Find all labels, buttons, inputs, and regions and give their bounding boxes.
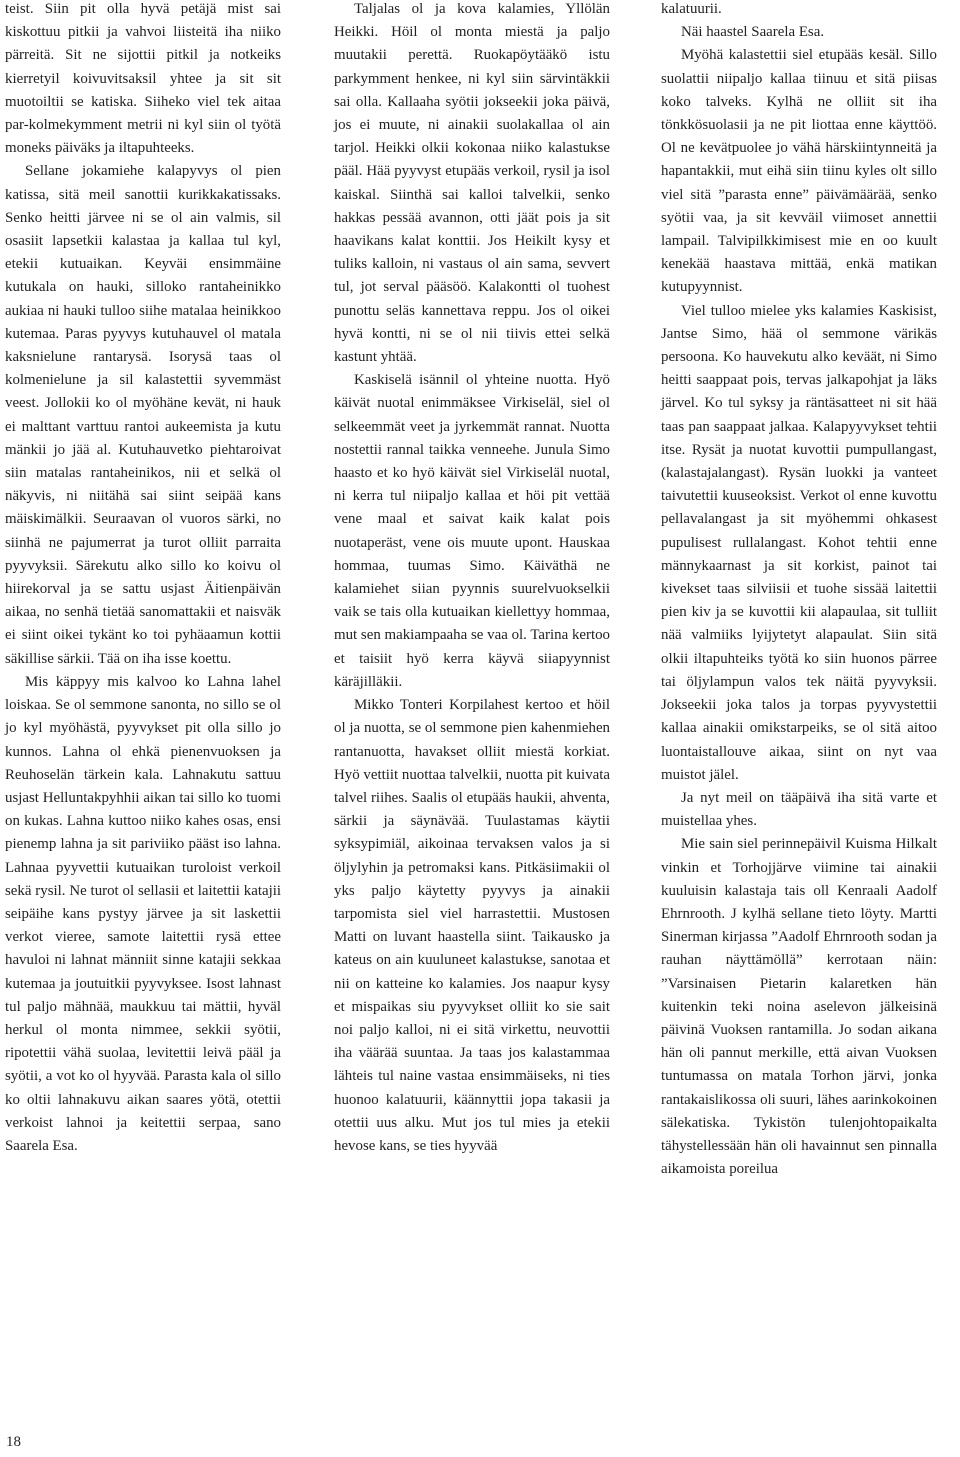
- text-column-2: [334, 0, 610, 1158]
- paragraph: Ja nyt meil on tääpäivä iha sitä varte et muistellaa yhes.: [661, 789, 937, 830]
- paragraph: teist. Siin pit olla hyvä petäjä mist sai kiskottuu pitkii ja vahvoi liisteitä iha niiko pärreitä. Sit ne sijottii pitkil ja notkeiks kierretyil koivuvitsaksil yhtee ja sit sit muotoiltii se katiska. Siiheko viel tek aitaa par-kolmekymment metrii ni kyl siin ol työtä moneks päiväks ja iltapuhteeks.: [5, 1, 281, 157]
- paragraph: Kaskiselä isännil ol yhteine nuotta. Hyö käivät nuotal enimmäksee Virkiseläl, siel ol selkeemmät veet ja jyrkemmät rannat. Nuotta nostettii rannal taikka venneehe. Junula Simo haasto et ko hyö käivät siel Virkiseläl nuotal, ni kerra tul niipaljo kallaa et höi pit vettää vene maal et saivat kaik kalat pois nuotaperäst, vene ois muute upont. Hauskaa hommaa, tuumas Simo. Käiväthä ne kalamiehet siian pyynnis suurelvuokselkii vaik se tais olla kutuaikan kiellettyy hommaa, mut sen makiampaaha se vaa ol. Tarina kertoo et taisiit hyö kerra käyvä siiapyynnist käräjilläkii.: [334, 372, 610, 690]
- paragraph: kalatuurii.: [661, 1, 722, 17]
- paragraph: Taljalas ol ja kova kalamies, Yllölän Heikki. Höil ol monta miestä ja paljo muutakii perettä. Ruokapöytääkö istu parkymment henkee, ni kyl siin särvintäkkii sai olla. Kallaaha syötii jokseekii joka päivä, jos ei muute, ni ainakii suolakallaa ol ain tarjol. Heikki olkii kokonaa niiko kalastukse pääl. Hää pyyvyst etupääs verkoil, rysil ja isol kaiskal. Siinthä sai kalloi talvelkii, senko hakkas pessää avannon, otti jäät pois ja sit haavikans kalat konttii. Jos Heikilt kysy et tuliks kalloin, ni vastaus ol ain sama, sevvert tul, jot serval pääsöö. Kalakontti ol tuohest punottu seläs kannettava reppu. Jos ol oikei hyvä kontti, ni se ol nii tiivis ettei selkä kastunt yhtää.: [334, 1, 610, 366]
- paragraph: Sellane jokamiehe kalapyvys ol pien katissa, sitä meil sanottii kurikkakatissaks. Senko heitti järvee ni se ol ain valmis, sil osasiit lapsetkii kalastaa ja kallaa tul kyl, etekii kutuaikan. Keyväi ensimmäine kutukala on hauki, silloko rantaheinikko aukiaa ni hauki tulloo siihe matalaa heinikkoo kutemaa. Paras pyyvys kutuhauvel ol matala kaksnielune rantarysä. Isorysä taas ol kolmenielune ja sil kalastettii syvemmäst veest. Jollokii ko ol myöhäne kevät, ni hauk ei malttant varttuu rantoi aukeemista ja kutu mänkii jo jää al. Kutuhauvetko piehtaroivat siin matalas rantaheinikos, nii et selkä ol näkyvis, ni niitähä sai siint seipää kans mäiskimälkii. Seuraavan ol vuoros särki, no siinhä ne pajumerrat ja turot olliit parraita pyyvyksii. Särekutu alko sillo ko koivu ol hiirekorval ja se sattu usjast Äitienpäivän aikaa, no senhä tietää sanomattakii et naisväk ei siint oikei tykänt ko toi pyhäaamun kottii säkillise särkii. Tää on iha isse koettu.: [5, 163, 281, 667]
- paragraph: Mie sain siel perinnepäivil Kuisma Hilkalt vinkin et Torhojjärve viimine tai ainakii kuuluisin kalastaja tais oll Kenraali Aadolf Ehrnrooth. J kylhä sellane tieto löyty. Martti Sinerman kirjassa ”Aadolf Ehrnrooth sodan ja rauhan näyttämöllä” kerrotaan näin: ”Varsinaisen Pietarin kalaretken hän kuitenkin teki noina aselevon jälkeisinä päivinä Vuoksen rantamilla. Jo sodan aikana hän oli pannut merkille, että aivan Vuoksen tuntumassa on matala Torhon järvi, jonka rantakaislikossa oli suuri, lähes aarinkokoinen sälekatiska. Tykistön tulenjohtopaikalta tähystellessään hän oli havainnut sen pinnalla aikamoista poreilua: [661, 836, 937, 1178]
- paragraph: Näi haastel Saarela Esa.: [681, 24, 825, 41]
- paragraph: Mikko Tonteri Korpilahest kertoo et höil ol ja nuotta, se ol semmone pien kahenmiehen rantanuotta, havakset olliit miestä korkiat. Hyö vettiit nuottaa talvelkii, nuotta pit kuivata talvel riihes. Saalis ol etupääs haukii, ahventa, särkii ja säynävää. Tuulastamas käytii syksypimiäl, aikoinaa tervaksen valos ja si öljylyhin ja petromaksi kans. Pitkäsiimakii ol yks paljo käytetty pyyvys ja ainakii tarpomista siel viel harrastettii. Mustosen Matti on luvant haastella siint. Taikausko ja kateus on ain kuuluneet kalastukse, sanotaa et nii on katteine ko kalamies. Jos naapur kysy et mispaikas siu pyyvykset olliit ko sie sait noi paljo kalloi, ni ei sitä virkettu, neuvottii iha väärää suuntaa. Ja taas jos kalastammaa lähteis tul naine vastaa ensimmäiseks, ni ties huonoo kalatuurii, käännyttii jopa takasii ja otettii uus alku. Mut jos tul mies ja etekii hevose kans, se ties hyyvää: [334, 697, 610, 1154]
- paragraph: Myöhä kalastettii siel etupääs kesäl. Sillo suolattii niipaljo kallaa tiinuu et sitä piisas koko talveks. Kylhä ne olliit sit iha tönkkösuolasii ja ne pit liottaa enne käyttöö. Ol ne kevätpuolee jo vähä härskiintynneitä ja hapantakkii, mut eihä siin tiinu kyles olt sillo viel sitä ”parasta enne” päivämäärää, senko syötii vaa, ja sit kevväil viimoset annettii lampail. Talvipilkkimisest mie en oo kuult kenekää haastava mittää, enkä matikan kutupyynnist.: [661, 47, 937, 296]
- text-column-1: [5, 0, 281, 1158]
- page-number: 18: [6, 1434, 21, 1450]
- paragraph: Viel tulloo mielee yks kalamies Kaskisist, Jantse Simo, hää ol semmone värikäs persoona. Ko hauvekutu alko keväät, ni Simo heitti saappaat pois, tervas jalkapohjat ja läks järvel. Ko tul syksy ja räntäsatteet ni sit hää taas pan saappaat jalkaa. Kalapyyvykset tehtii itse. Rysät ja nuotat kuvottii pumpullangast, (kalastajalangast). Rysän luokki ja vanteet taivutettii kuuseoksist. Verkot ol enne kuvottu pellavalangast ja sit myöhemmi ohkasest pupulisest rullalangast. Kohot tehtii enne männykaarnast ja sit korkist, painot tai kivekset taas silviisii et tuohe sissää laitettii pien kiv ja se kuvottii kii alapaulaa, sit tulliit nää valmiiks lyijytetyt alapaulat. Siin sitä olkii iltapuhteiks työtä ko siin huonos pärree tai öljylampun valos tek näitä pyyvyksii. Jokseekii joka talos ja torpas pyyvystettii kallaa ainakii omikstarpeiks, se ol sitä aitoo luontaistallouve aikaa, siint on nyt vaa muistot jälel.: [661, 302, 937, 783]
- text-column-3: [661, 0, 937, 1181]
- paragraph: Mis käppyy mis kalvoo ko Lahna lahel loiskaa. Se ol semmone sanonta, no sillo se ol jo kyl myöhästä, pyyvykset pit olla sillo jo kunnos. Lahna ol ehkä pienenvuoksen ja Reuhoselän tärkein kala. Lahnakutu sattuu usjast Helluntakpyhhii aikan tai sillo ko tuomi on kukas. Lahna kuttoo niiko kahes osas, ensi pienemp lahna ja sit pariviiko pääst iso lahna. Lahnaa pyyvettii kutuaikan turoloist verkoil sekä rysil. Ne turot ol sellasii et laitettii katajii seipäihe kans pystyy järvee ja sit laskettii verkot vieree, samote laitettii rysä ettee havuloi ni lahnat männiit sinne katajii sekkaa kutemaa ja joutuitkii pyyvyksee. Isost lahnast tul paljo mähnää, maukkuu tai mättii, hyväl herkul ol monta nimmee, sekkii syötii, ripotettii vähä suolaa, levitettii leivä pääl ja syötii, a vot ko ol hyyvää. Parasta kala ol sillo ko oltii lahnakuvu aikan saares yötä, otettii verkoist lahnoi ja keitettii serpaa, sano Saarela Esa.: [5, 673, 281, 1154]
